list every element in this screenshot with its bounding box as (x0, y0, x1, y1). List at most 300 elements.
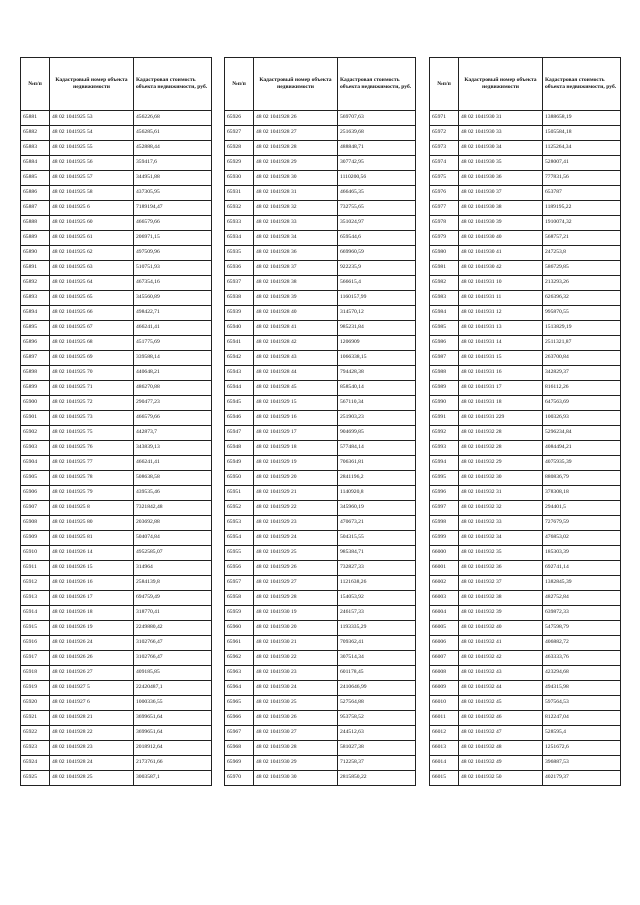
row-number: 65960 (225, 621, 254, 636)
cadastral-number: 48 02 1041925 6 (50, 201, 134, 216)
cadastral-number: 48 02 1041928 42 (254, 336, 338, 351)
table-row (21, 321, 212, 336)
cadastral-table-1 (20, 57, 212, 786)
row-number: 65924 (21, 756, 50, 771)
cadastral-value: 345560,89 (134, 291, 212, 306)
row-number: 65975 (430, 171, 459, 186)
cadastral-value: 504074,84 (134, 531, 212, 546)
cadastral-number: 48 02 1041928 39 (254, 291, 338, 306)
row-number: 65946 (225, 411, 254, 426)
cadastral-number: 48 02 1041932 36 (459, 561, 543, 576)
row-number: 65896 (21, 336, 50, 351)
table-row (430, 471, 621, 486)
row-number: 66011 (430, 711, 459, 726)
table-row (430, 666, 621, 681)
row-number: 66014 (430, 756, 459, 771)
table-row (430, 231, 621, 246)
row-number: 65993 (430, 441, 459, 456)
header-num: №п/п (430, 58, 459, 111)
cadastral-value: 1125264,34 (543, 141, 621, 156)
cadastral-number: 48 02 1041929 20 (254, 471, 338, 486)
cadastral-value: 339588,14 (134, 351, 212, 366)
row-number: 65968 (225, 741, 254, 756)
row-number: 66010 (430, 696, 459, 711)
cadastral-value: 466241,41 (134, 456, 212, 471)
cadastral-number: 48 02 1041928 29 (254, 156, 338, 171)
cadastral-value: 732827,33 (338, 561, 416, 576)
table-row (430, 411, 621, 426)
table-row (21, 186, 212, 201)
cadastral-value: 314570,12 (338, 306, 416, 321)
cadastral-value: 498422,71 (134, 306, 212, 321)
cadastral-value: 1251672,6 (543, 741, 621, 756)
cadastral-number: 48 02 1041926 17 (50, 591, 134, 606)
table-row (21, 441, 212, 456)
header-num: №п/п (21, 58, 50, 111)
table-row (225, 681, 416, 696)
row-number: 65922 (21, 726, 50, 741)
table-row (225, 396, 416, 411)
cadastral-number: 48 02 1041931 229 (459, 411, 543, 426)
cadastral-number: 48 02 1041932 49 (459, 756, 543, 771)
cadastral-value: 712258,37 (338, 756, 416, 771)
cadastral-value: 3003587,1 (134, 771, 212, 786)
table-row (21, 336, 212, 351)
cadastral-value: 985231,84 (338, 321, 416, 336)
table-row (225, 711, 416, 726)
cadastral-value: 185303,39 (543, 546, 621, 561)
cadastral-number: 48 02 1041932 47 (459, 726, 543, 741)
row-number: 65937 (225, 276, 254, 291)
row-number: 65965 (225, 696, 254, 711)
cadastral-number: 48 02 1041925 70 (50, 366, 134, 381)
table-row (21, 666, 212, 681)
row-number: 65891 (21, 261, 50, 276)
cadastral-number: 48 02 1041932 46 (459, 711, 543, 726)
cadastral-number: 48 02 1041925 75 (50, 426, 134, 441)
table-row (430, 381, 621, 396)
cadastral-number: 48 02 1041925 73 (50, 411, 134, 426)
table-row (430, 156, 621, 171)
cadastral-value: 7321842,48 (134, 501, 212, 516)
cadastral-value: 470673,21 (338, 516, 416, 531)
cadastral-number: 48 02 1041930 26 (254, 711, 338, 726)
row-number: 65972 (430, 126, 459, 141)
row-number: 65948 (225, 441, 254, 456)
cadastral-number: 48 02 1041929 26 (254, 561, 338, 576)
cadastral-number: 48 02 1041930 33 (459, 126, 543, 141)
cadastral-value: 1513829,19 (543, 321, 621, 336)
cadastral-value: 213293,26 (543, 276, 621, 291)
row-number: 66008 (430, 666, 459, 681)
row-number: 65881 (21, 111, 50, 126)
row-number: 65983 (430, 291, 459, 306)
row-number: 65955 (225, 546, 254, 561)
cadastral-number: 48 02 1041930 42 (459, 261, 543, 276)
row-number: 65889 (21, 231, 50, 246)
row-number: 65963 (225, 666, 254, 681)
table-row (21, 531, 212, 546)
row-number: 65915 (21, 621, 50, 636)
row-number: 66015 (430, 771, 459, 786)
cadastral-number: 48 02 1041925 69 (50, 351, 134, 366)
row-number: 65926 (225, 111, 254, 126)
table-row (430, 246, 621, 261)
row-number: 65997 (430, 501, 459, 516)
cadastral-value: 437305,95 (134, 186, 212, 201)
cadastral-number: 48 02 1041930 19 (254, 606, 338, 621)
row-number: 65982 (430, 276, 459, 291)
row-number: 66005 (430, 621, 459, 636)
row-number: 65986 (430, 336, 459, 351)
table-row (21, 471, 212, 486)
row-number: 65886 (21, 186, 50, 201)
cadastral-number: 48 02 1041928 36 (254, 246, 338, 261)
cadastral-value: 669960,59 (338, 246, 416, 261)
cadastral-value: 732755,65 (338, 201, 416, 216)
cadastral-value: 597564,53 (543, 696, 621, 711)
row-number: 65921 (21, 711, 50, 726)
row-number: 65944 (225, 381, 254, 396)
cadastral-number: 48 02 1041930 22 (254, 651, 338, 666)
cadastral-value: 692741,14 (543, 561, 621, 576)
table-row (21, 576, 212, 591)
table-row (430, 696, 621, 711)
row-number: 65910 (21, 546, 50, 561)
table-row (225, 756, 416, 771)
row-number: 65991 (430, 411, 459, 426)
cadastral-number: 48 02 1041928 31 (254, 186, 338, 201)
cadastral-number: 48 02 1041930 27 (254, 726, 338, 741)
table-row (225, 306, 416, 321)
table-row (430, 201, 621, 216)
table-row (430, 141, 621, 156)
row-number: 65882 (21, 126, 50, 141)
cadastral-value: 1193335,29 (338, 621, 416, 636)
table-row (430, 726, 621, 741)
cadastral-value: 344951,88 (134, 171, 212, 186)
cadastral-number: 48 02 1041932 39 (459, 606, 543, 621)
row-number: 65953 (225, 516, 254, 531)
cadastral-value: 402179,37 (543, 771, 621, 786)
row-number: 65956 (225, 561, 254, 576)
cadastral-value: 812247,04 (543, 711, 621, 726)
cadastral-number: 48 02 1041929 27 (254, 576, 338, 591)
table-row (21, 726, 212, 741)
cadastral-value: 3699651,64 (134, 711, 212, 726)
table-row (225, 261, 416, 276)
cadastral-number: 48 02 1041925 79 (50, 486, 134, 501)
cadastral-value: 294401,5 (543, 501, 621, 516)
table-row (430, 561, 621, 576)
cadastral-number: 48 02 1041925 76 (50, 441, 134, 456)
row-number: 65939 (225, 306, 254, 321)
table-row (430, 456, 621, 471)
row-number: 65927 (225, 126, 254, 141)
row-number: 65907 (21, 501, 50, 516)
table-row (225, 336, 416, 351)
table-row (430, 306, 621, 321)
cadastral-value: 476853,02 (543, 531, 621, 546)
cadastral-value: 494315,98 (543, 681, 621, 696)
row-number: 65996 (430, 486, 459, 501)
row-number: 65934 (225, 231, 254, 246)
row-number: 65898 (21, 366, 50, 381)
cadastral-number: 48 02 1041925 71 (50, 381, 134, 396)
table-row (430, 441, 621, 456)
cadastral-number: 48 02 1041929 22 (254, 501, 338, 516)
row-number: 65970 (225, 771, 254, 786)
table-row (21, 411, 212, 426)
row-number: 65936 (225, 261, 254, 276)
cadastral-number: 48 02 1041931 15 (459, 351, 543, 366)
table-row (430, 531, 621, 546)
table-row (225, 321, 416, 336)
row-number: 65923 (21, 741, 50, 756)
header-cadastral-number: Кадастровый номер объекта недвижимости (254, 58, 338, 111)
cadastral-value: 709362,41 (338, 636, 416, 651)
row-number: 65909 (21, 531, 50, 546)
table-header-row (430, 58, 621, 111)
row-number: 66001 (430, 561, 459, 576)
cadastral-value: 486270,88 (134, 381, 212, 396)
row-number: 65930 (225, 171, 254, 186)
cadastral-value: 816112,26 (543, 381, 621, 396)
cadastral-number: 48 02 1041928 38 (254, 276, 338, 291)
cadastral-number: 48 02 1041932 32 (459, 501, 543, 516)
cadastral-number: 48 02 1041925 81 (50, 531, 134, 546)
cadastral-value: 1110200,56 (338, 171, 416, 186)
cadastral-value: 307514,34 (338, 651, 416, 666)
cadastral-number: 48 02 1041925 53 (50, 111, 134, 126)
cadastral-number: 48 02 1041930 37 (459, 186, 543, 201)
table-row (21, 771, 212, 786)
header-cadastral-value: Кадастровая стоимость объекта недвижимости, руб. (338, 58, 416, 111)
row-number: 65988 (430, 366, 459, 381)
table-row (21, 381, 212, 396)
cadastral-number: 48 02 1041928 41 (254, 321, 338, 336)
cadastral-value: 378308,18 (543, 486, 621, 501)
cadastral-value: 2841196,2 (338, 471, 416, 486)
row-number: 65920 (21, 696, 50, 711)
cadastral-value: 307742,95 (338, 156, 416, 171)
cadastral-number: 48 02 1041932 38 (459, 591, 543, 606)
cadastral-value: 290477,23 (134, 396, 212, 411)
cadastral-number: 48 02 1041932 29 (459, 456, 543, 471)
table-row (21, 516, 212, 531)
row-number: 65900 (21, 396, 50, 411)
table-row (225, 606, 416, 621)
table-row (225, 696, 416, 711)
cadastral-value: 409185,85 (134, 666, 212, 681)
cadastral-number: 48 02 1041932 48 (459, 741, 543, 756)
cadastral-value: 246157,33 (338, 606, 416, 621)
row-number: 65994 (430, 456, 459, 471)
cadastral-value: 100326,93 (543, 411, 621, 426)
table-row (21, 741, 212, 756)
cadastral-number: 48 02 1041925 60 (50, 216, 134, 231)
row-number: 65980 (430, 246, 459, 261)
table-row (430, 681, 621, 696)
table-row (21, 156, 212, 171)
cadastral-value: 263700,84 (543, 351, 621, 366)
cadastral-value: 1160157,99 (338, 291, 416, 306)
row-number: 65992 (430, 426, 459, 441)
cadastral-value: 567110,34 (338, 396, 416, 411)
cadastral-number: 48 02 1041928 23 (50, 741, 134, 756)
cadastral-number: 48 02 1041925 65 (50, 291, 134, 306)
cadastral-value: 504315,55 (338, 531, 416, 546)
table-row (430, 186, 621, 201)
cadastral-value: 508638,58 (134, 471, 212, 486)
cadastral-number: 48 02 1041929 28 (254, 591, 338, 606)
table-row (430, 741, 621, 756)
row-number: 65883 (21, 141, 50, 156)
row-number: 65938 (225, 291, 254, 306)
cadastral-value: 4084494,21 (543, 441, 621, 456)
cadastral-number: 48 02 1041928 26 (254, 111, 338, 126)
cadastral-value: 706361,81 (338, 456, 416, 471)
cadastral-number: 48 02 1041925 57 (50, 171, 134, 186)
table-row (21, 291, 212, 306)
table-row (225, 516, 416, 531)
cadastral-number: 48 02 1041930 25 (254, 696, 338, 711)
table-row (225, 546, 416, 561)
cadastral-number: 48 02 1041932 41 (459, 636, 543, 651)
cadastral-value: 794428,38 (338, 366, 416, 381)
row-number: 65987 (430, 351, 459, 366)
cadastral-value: 452888,44 (134, 141, 212, 156)
table-row (430, 621, 621, 636)
cadastral-number: 48 02 1041925 66 (50, 306, 134, 321)
cadastral-value: 154053,92 (338, 591, 416, 606)
cadastral-value: 953758,52 (338, 711, 416, 726)
cadastral-number: 48 02 1041928 24 (50, 756, 134, 771)
cadastral-value: 922235,9 (338, 261, 416, 276)
cadastral-number: 48 02 1041932 33 (459, 516, 543, 531)
row-number: 65912 (21, 576, 50, 591)
cadastral-value: 2815850,22 (338, 771, 416, 786)
cadastral-number: 48 02 1041929 25 (254, 546, 338, 561)
row-number: 65941 (225, 336, 254, 351)
cadastral-number: 48 02 1041932 30 (459, 471, 543, 486)
table-row (21, 651, 212, 666)
row-number: 65947 (225, 426, 254, 441)
table-row (225, 141, 416, 156)
table-row (225, 501, 416, 516)
table-row (430, 366, 621, 381)
cadastral-value: 510751,93 (134, 261, 212, 276)
row-number: 66002 (430, 576, 459, 591)
row-number: 65897 (21, 351, 50, 366)
cadastral-number: 48 02 1041932 35 (459, 546, 543, 561)
table-row (430, 591, 621, 606)
cadastral-number: 48 02 1041928 28 (254, 141, 338, 156)
table-row (21, 636, 212, 651)
row-number: 65973 (430, 141, 459, 156)
cadastral-value: 456226,68 (134, 111, 212, 126)
row-number: 65903 (21, 441, 50, 456)
table-row (225, 111, 416, 126)
row-number: 65892 (21, 276, 50, 291)
table-row (21, 426, 212, 441)
cadastral-number: 48 02 1041925 78 (50, 471, 134, 486)
cadastral-value: 659544,6 (338, 231, 416, 246)
cadastral-value: 569707,63 (338, 111, 416, 126)
table-row (21, 561, 212, 576)
cadastral-number: 48 02 1041926 24 (50, 636, 134, 651)
cadastral-number: 48 02 1041926 18 (50, 606, 134, 621)
row-number: 65943 (225, 366, 254, 381)
cadastral-value: 4075935,39 (543, 456, 621, 471)
cadastral-value: 3699651,64 (134, 726, 212, 741)
cadastral-number: 48 02 1041925 55 (50, 141, 134, 156)
cadastral-number: 48 02 1041930 29 (254, 756, 338, 771)
cadastral-number: 48 02 1041925 72 (50, 396, 134, 411)
cadastral-number: 48 02 1041926 14 (50, 546, 134, 561)
cadastral-number: 48 02 1041928 33 (254, 216, 338, 231)
header-cadastral-number: Кадастровый номер объекта недвижимости (459, 58, 543, 111)
cadastral-number: 48 02 1041930 23 (254, 666, 338, 681)
cadastral-number: 48 02 1041931 10 (459, 276, 543, 291)
cadastral-value: 342829,37 (543, 366, 621, 381)
table-row (21, 141, 212, 156)
cadastral-value: 251903,23 (338, 411, 416, 426)
row-number: 65916 (21, 636, 50, 651)
row-number: 65981 (430, 261, 459, 276)
table-row (21, 681, 212, 696)
cadastral-value: 466241,41 (134, 321, 212, 336)
cadastral-number: 48 02 1041931 17 (459, 381, 543, 396)
cadastral-value: 2249880,42 (134, 621, 212, 636)
cadastral-number: 48 02 1041925 64 (50, 276, 134, 291)
table-header-row (225, 58, 416, 111)
table-row (225, 471, 416, 486)
cadastral-value: 527564,88 (338, 696, 416, 711)
cadastral-value: 904699,85 (338, 426, 416, 441)
cadastral-number: 48 02 1041928 43 (254, 351, 338, 366)
cadastral-number: 48 02 1041930 38 (459, 201, 543, 216)
cadastral-value: 359417,6 (134, 156, 212, 171)
cadastral-value: 1121638,26 (338, 576, 416, 591)
table-row (225, 216, 416, 231)
cadastral-value: 7189194,47 (134, 201, 212, 216)
cadastral-value: 442873,7 (134, 426, 212, 441)
cadastral-number: 48 02 1041929 17 (254, 426, 338, 441)
cadastral-value: 439535,46 (134, 486, 212, 501)
table-row (430, 711, 621, 726)
row-number: 65925 (21, 771, 50, 786)
table-row (225, 456, 416, 471)
table-row (21, 276, 212, 291)
table-row (430, 261, 621, 276)
cadastral-value: 1382845,39 (543, 576, 621, 591)
table-row (21, 306, 212, 321)
cadastral-number: 48 02 1041930 39 (459, 216, 543, 231)
row-number: 65902 (21, 426, 50, 441)
cadastral-value: 396887,53 (543, 756, 621, 771)
cadastral-value: 482752,84 (543, 591, 621, 606)
table-row (21, 711, 212, 726)
cadastral-value: 1189195,22 (543, 201, 621, 216)
row-number: 65895 (21, 321, 50, 336)
cadastral-number: 48 02 1041931 11 (459, 291, 543, 306)
row-number: 66012 (430, 726, 459, 741)
table-row (225, 561, 416, 576)
cadastral-table-2 (224, 57, 416, 786)
cadastral-value: 247253,8 (543, 246, 621, 261)
table-row (430, 606, 621, 621)
